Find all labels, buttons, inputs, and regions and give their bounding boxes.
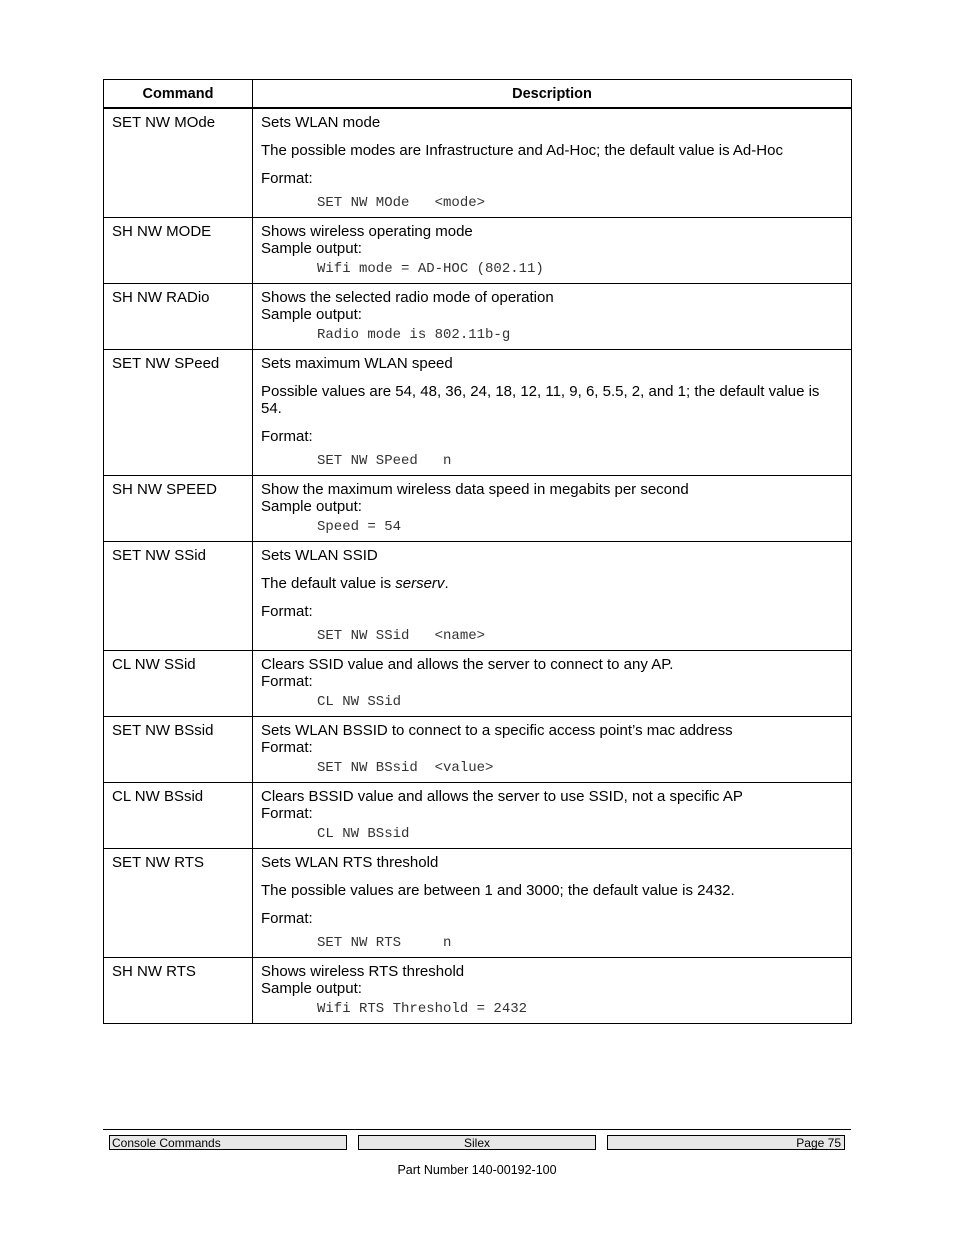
code-sample: Speed = 54	[317, 519, 402, 535]
description-line: The possible modes are Infrastructure and Ad-Hoc; the default value is Ad-Hoc	[261, 142, 783, 159]
table-row	[104, 284, 852, 350]
description-line: Sets WLAN SSID	[261, 547, 378, 564]
description-text: The default value is	[261, 575, 396, 592]
description-line: Sets WLAN mode	[261, 114, 381, 131]
code-sample: SET NW MOde <mode>	[317, 195, 486, 211]
description-line: Shows wireless operating mode	[261, 223, 473, 240]
description-cell	[253, 783, 852, 849]
description-cell	[253, 284, 852, 350]
footer-page-number: Page 75	[607, 1135, 845, 1150]
command-cell: SET NW RTS	[104, 849, 253, 958]
command-cell: SET NW SPeed	[104, 350, 253, 476]
table-row	[104, 542, 852, 651]
command-cell: SET NW SSid	[104, 542, 253, 651]
description-line: Shows wireless RTS threshold	[261, 963, 465, 980]
code-sample: CL NW BSsid	[317, 826, 410, 842]
code-sample: SET NW BSsid <value>	[317, 760, 494, 776]
column-header-command: Command	[104, 80, 253, 109]
description-cell	[253, 542, 852, 651]
description-cell	[253, 476, 852, 542]
command-cell: CL NW BSsid	[104, 783, 253, 849]
description-line: The possible values are between 1 and 3000; the default value is 2432.	[261, 882, 735, 899]
code-sample: CL NW SSid	[317, 694, 402, 710]
description-line: Clears BSSID value and allows the server to use SSID, not a specific AP	[261, 788, 743, 805]
command-cell: SET NW BSsid	[104, 717, 253, 783]
table-row	[104, 783, 852, 849]
description-line: Sample output:	[261, 240, 362, 257]
default-value-emphasis: serserv	[395, 575, 445, 592]
description-cell	[253, 651, 852, 717]
table-row	[104, 218, 852, 284]
table-row	[104, 717, 852, 783]
footer-company: Silex	[358, 1135, 596, 1150]
footer-rule	[103, 1129, 851, 1130]
table-row	[104, 108, 852, 218]
description-line: Sets maximum WLAN speed	[261, 355, 453, 372]
command-cell: SH NW RADio	[104, 284, 253, 350]
description-line: Format:	[261, 603, 313, 620]
code-sample: Wifi mode = AD-HOC (802.11)	[317, 261, 544, 277]
description-line: Format:	[261, 673, 313, 690]
table-row	[104, 849, 852, 958]
description-line	[261, 575, 843, 592]
footer-section-title: Console Commands	[109, 1135, 347, 1150]
column-header-description: Description	[253, 80, 852, 109]
description-line: Format:	[261, 805, 313, 822]
description-line: Shows the selected radio mode of operation	[261, 289, 554, 306]
table-body	[104, 108, 852, 1024]
description-cell	[253, 958, 852, 1024]
description-line: Show the maximum wireless data speed in megabits per second	[261, 481, 689, 498]
table-row	[104, 958, 852, 1024]
table-header-row	[104, 80, 852, 109]
description-line: Sample output:	[261, 498, 362, 515]
description-line: Clears SSID value and allows the server to connect to any AP.	[261, 656, 674, 673]
commands-table	[103, 79, 852, 1024]
footer-part-number: Part Number 140-00192-100	[397, 1163, 557, 1177]
command-cell: SH NW SPEED	[104, 476, 253, 542]
command-cell: CL NW SSid	[104, 651, 253, 717]
description-cell	[253, 108, 852, 218]
description-text-end: .	[444, 575, 449, 592]
description-line: Possible values are 54, 48, 36, 24, 18, 12, 11, 9, 6, 5.5, 2, and 1; the default value is 54.	[261, 383, 820, 417]
description-cell	[253, 849, 852, 958]
table-row	[104, 651, 852, 717]
description-line: Sample output:	[261, 980, 362, 997]
code-sample: SET NW SPeed n	[317, 453, 452, 469]
description-line: Sets WLAN BSSID to connect to a specific access point’s mac address	[261, 722, 733, 739]
command-cell: SH NW MODE	[104, 218, 253, 284]
command-cell: SH NW RTS	[104, 958, 253, 1024]
code-sample: Radio mode is 802.11b-g	[317, 327, 511, 343]
table-row	[104, 350, 852, 476]
description-cell	[253, 218, 852, 284]
code-sample: SET NW SSid <name>	[317, 628, 486, 644]
description-line: Format:	[261, 170, 313, 187]
description-line: Format:	[261, 910, 313, 927]
code-sample: Wifi RTS Threshold = 2432	[317, 1001, 528, 1017]
description-line: Sample output:	[261, 306, 362, 323]
description-cell	[253, 350, 852, 476]
command-cell: SET NW MOde	[104, 108, 253, 218]
description-line: Format:	[261, 428, 313, 445]
description-cell	[253, 717, 852, 783]
description-line: Sets WLAN RTS threshold	[261, 854, 439, 871]
description-line: Format:	[261, 739, 313, 756]
table-row	[104, 476, 852, 542]
code-sample: SET NW RTS n	[317, 935, 452, 951]
